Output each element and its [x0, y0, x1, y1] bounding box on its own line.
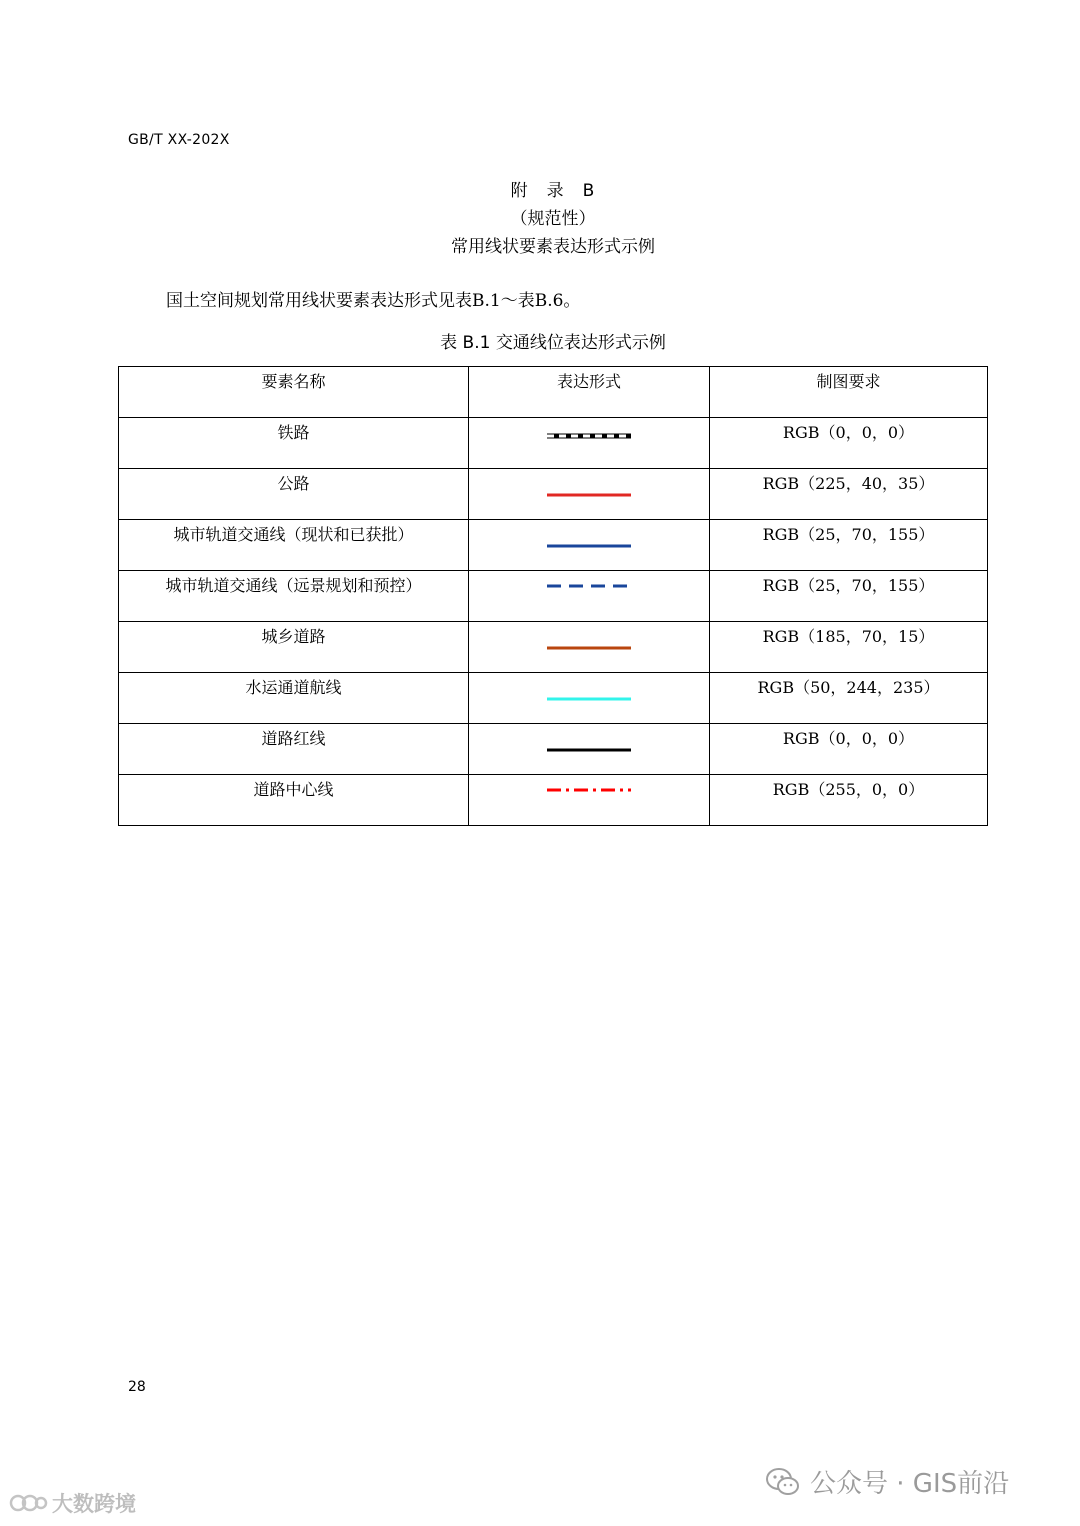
line-sample-svg — [469, 673, 710, 723]
table-row — [119, 622, 988, 673]
table-caption: 表 B.1 交通线位表达形式示例 — [440, 333, 666, 353]
line-sample-svg — [469, 469, 710, 519]
requirement-cell — [710, 673, 988, 724]
table-row — [119, 469, 988, 520]
rgb-requirement: RGB（255，0，0） — [772, 780, 925, 799]
element-name: 水运通道航线 — [245, 678, 342, 697]
requirement-cell — [710, 724, 988, 775]
element-name: 城市轨道交通线（远景规划和预控） — [165, 576, 422, 595]
appendix-title: 附 录 B — [510, 181, 596, 201]
brand-watermark — [8, 1488, 136, 1518]
line-sample-svg — [469, 622, 710, 672]
element-name: 公路 — [277, 474, 310, 493]
intro-paragraph: 国土空间规划常用线状要素表达形式见表B.1～表B.6。 — [166, 291, 581, 311]
line-sample-svg — [469, 775, 710, 825]
line-sample — [469, 673, 709, 723]
line-sample — [469, 622, 709, 672]
element-name-cell — [119, 724, 469, 775]
rgb-requirement: RGB（185，70，15） — [762, 627, 935, 646]
line-sample-svg — [469, 520, 710, 570]
line-sample-cell — [469, 520, 710, 571]
rgb-requirement: RGB（50，244，235） — [757, 678, 940, 697]
table-row — [119, 673, 988, 724]
line-sample-svg — [469, 724, 710, 774]
line-sample-cell — [469, 724, 710, 775]
brand-watermark-text: 大数跨境 — [52, 1492, 136, 1516]
rgb-requirement: RGB（225，40，35） — [762, 474, 935, 493]
line-sample-cell — [469, 469, 710, 520]
line-sample-svg — [469, 418, 710, 468]
standard-code: GB/T XX-202X — [128, 132, 230, 148]
line-sample-cell — [469, 775, 710, 826]
element-name-cell — [119, 622, 469, 673]
element-name: 城乡道路 — [261, 627, 326, 646]
table-row — [119, 418, 988, 469]
line-sample — [469, 571, 709, 621]
requirement-cell — [710, 520, 988, 571]
rgb-requirement: RGB（0，0，0） — [782, 729, 915, 748]
element-name-cell — [119, 418, 469, 469]
wechat-watermark — [766, 1463, 1009, 1500]
table-row — [119, 520, 988, 571]
rgb-requirement: RGB（0，0，0） — [782, 423, 915, 442]
requirement-cell — [710, 571, 988, 622]
requirement-cell — [710, 775, 988, 826]
table-row — [119, 724, 988, 775]
line-sample-cell — [469, 622, 710, 673]
appendix-subtitle: （规范性） — [510, 209, 596, 229]
line-sample-cell — [469, 571, 710, 622]
requirement-cell — [710, 469, 988, 520]
element-name-cell — [119, 673, 469, 724]
table-row — [119, 571, 988, 622]
header-mapping-requirement: 制图要求 — [710, 367, 988, 418]
page-number: 28 — [128, 1379, 146, 1395]
line-sample-cell — [469, 418, 710, 469]
element-name: 道路红线 — [261, 729, 326, 748]
appendix-heading: 常用线状要素表达形式示例 — [451, 237, 655, 257]
element-name-cell — [119, 775, 469, 826]
line-sample — [469, 469, 709, 519]
element-name: 道路中心线 — [253, 780, 334, 799]
table-header-row — [119, 367, 988, 418]
table-row — [119, 775, 988, 826]
element-name: 城市轨道交通线（现状和已获批） — [173, 525, 414, 544]
line-sample — [469, 775, 709, 825]
header-element-name: 要素名称 — [119, 367, 469, 418]
requirement-cell — [710, 418, 988, 469]
header-expression-form: 表达形式 — [469, 367, 710, 418]
requirement-cell — [710, 622, 988, 673]
line-sample-svg — [469, 571, 710, 621]
wechat-icon — [766, 1467, 800, 1497]
brand-logo-icon — [8, 1491, 48, 1515]
line-sample — [469, 520, 709, 570]
wechat-watermark-text: 公众号 · GIS前沿 — [810, 1469, 1010, 1499]
line-sample — [469, 724, 709, 774]
rgb-requirement: RGB（25，70，155） — [762, 525, 935, 544]
element-name: 铁路 — [277, 423, 310, 442]
element-name-cell — [119, 571, 469, 622]
element-name-cell — [119, 520, 469, 571]
rgb-requirement: RGB（25，70，155） — [762, 576, 935, 595]
line-sample-cell — [469, 673, 710, 724]
line-style-table — [118, 366, 988, 826]
element-name-cell — [119, 469, 469, 520]
line-sample — [469, 418, 709, 468]
